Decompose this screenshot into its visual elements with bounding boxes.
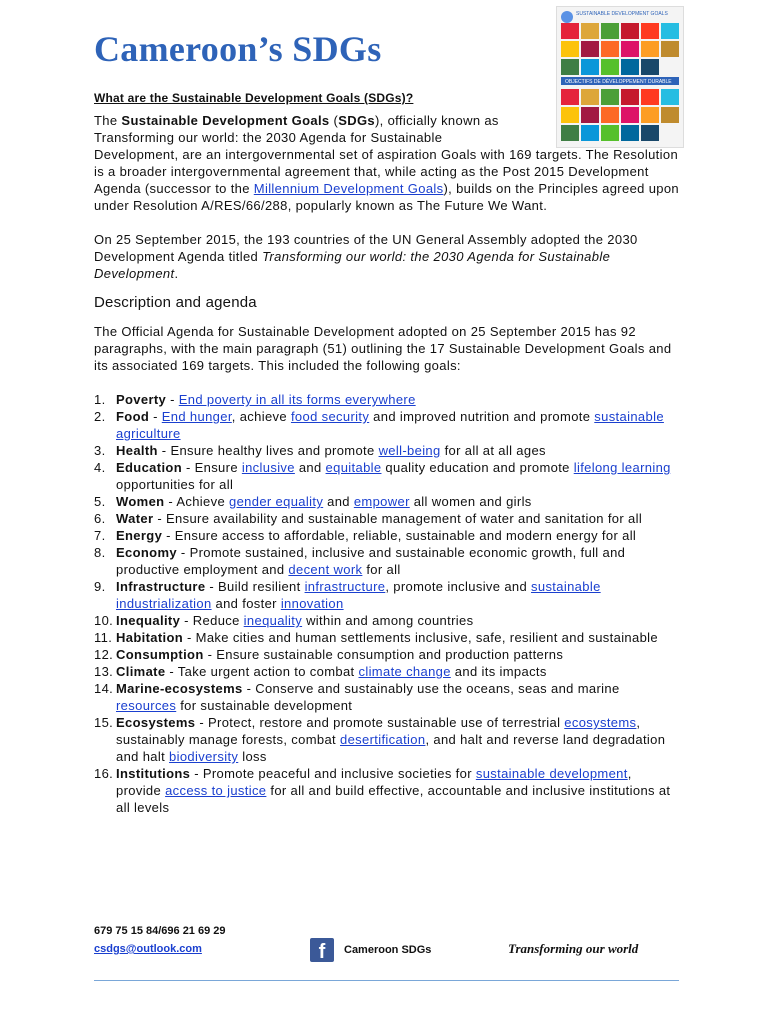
footer-facebook-name: Cameroon SDGs [344,944,432,956]
goal-text: , and halt and reverse land degradation and halt [116,732,666,764]
intro-paragraph-continued [94,146,679,214]
sdg-tile [641,41,659,57]
goal-text: - Take urgent action to combat [165,664,359,679]
goal-name: Food [116,409,150,424]
page-title: Cameroon’s SDGs [94,29,382,69]
goal-link[interactable]: desertification [339,732,426,747]
goal-name: Infrastructure [116,579,206,594]
goal-text: , promote inclusive and [385,579,532,594]
sdg-tile [641,23,659,39]
goal-item [94,629,679,646]
intro-text: ), builds on the Principles agreed upon under Resolution A/RES/66/288, popularly known as The Future We Want. [94,181,680,213]
goal-text: for all [362,562,401,577]
goal-name: Institutions [116,766,191,781]
sdg-tile [561,23,579,39]
goal-name: Poverty [116,392,167,407]
intro-text: ), officially known as Transforming our world: the 2030 Agenda for Sustainable [94,113,499,145]
goal-text: for all and build effective, accountable and inclusive institutions at all levels [116,783,671,815]
document-body [94,112,679,816]
footer-phone: 679 75 15 84/696 21 69 29 [94,925,226,937]
goal-name: Education [116,460,182,475]
sdg-tile [581,41,599,57]
goal-name: Women [116,494,165,509]
goal-link[interactable]: biodiversity [169,749,239,764]
un-emblem-icon [561,11,573,23]
sdg-tile [661,41,679,57]
goal-text: - Achieve [164,494,230,509]
footer-divider [94,980,679,981]
mdg-link[interactable]: Millennium Development Goals [253,181,444,196]
goal-text: - [149,409,162,424]
sdg-tile [581,89,599,105]
goal-item [94,680,679,714]
goal-item [94,527,679,544]
goal-link[interactable]: resources [116,698,177,713]
goals-list [94,391,679,816]
goal-text: - Ensure sustainable consumption and production patterns [203,647,564,662]
goal-link[interactable]: access to justice [165,783,267,798]
goal-name: Economy [116,545,177,560]
goal-number: 13. [94,664,114,679]
goal-link[interactable]: empower [353,494,410,509]
goal-name: Climate [116,664,166,679]
section-subheading: What are the Sustainable Development Goals (SDGs)? [94,91,414,105]
goal-number: 16. [94,766,114,781]
goal-name: Consumption [116,647,204,662]
goal-name: Energy [116,528,163,543]
goal-item [94,646,679,663]
goal-text: quality education and promote [381,460,574,475]
intro-bold-abbr: SDGs [338,113,375,128]
goal-link[interactable]: food security [290,409,370,424]
goal-text: - Build resilient [205,579,305,594]
goal-item [94,442,679,459]
intro-text: The [94,113,122,128]
facebook-icon[interactable]: f [310,938,334,962]
goal-number: 1. [94,392,106,407]
sdg-tile [561,41,579,57]
goal-item [94,493,679,510]
goal-link[interactable]: End poverty in all its forms everywhere [178,392,416,407]
goal-text: - Promote peaceful and inclusive societies for [190,766,476,781]
goal-link[interactable]: innovation [280,596,344,611]
goal-link[interactable]: inequality [243,613,303,628]
sdg-tile [601,23,619,39]
goal-link[interactable]: sustainable industrialization [116,579,601,611]
adoption-text: . [174,266,179,281]
goal-item [94,510,679,527]
intro-text: ( [329,113,339,128]
logo-tiles-top [561,23,679,75]
goal-number: 5. [94,494,106,509]
section-heading: Description and agenda [94,294,257,311]
sdg-tile [581,59,599,75]
goal-number: 3. [94,443,106,458]
intro-text: Development, are an intergovernmental set of aspiration Goals with 169 targets. The Resolution is a broader intergovernmental agreement that, while acting as the Post 2015 Development Agenda (successor to the [94,147,679,196]
goal-text: for all at all ages [440,443,546,458]
footer-tagline: Transforming our world [508,941,639,956]
goal-item [94,578,679,612]
goal-number: 4. [94,460,106,475]
goal-text: and improved nutrition and promote [369,409,595,424]
goal-item [94,408,679,442]
sdg-tile [621,59,639,75]
goal-text: , achieve [231,409,291,424]
goal-text: and its impacts [450,664,547,679]
goal-number: 9. [94,579,106,594]
goal-link[interactable]: gender equality [229,494,324,509]
goal-number: 2. [94,409,106,424]
footer-email-link[interactable]: csdgs@outlook.com [94,943,202,955]
goal-text: opportunities for all [116,477,234,492]
goal-text: - Ensure access to affordable, reliable, sustainable and modern energy for all [162,528,637,543]
goal-number: 12. [94,647,114,662]
sdg-tile [641,59,659,75]
goal-link[interactable]: well-being [378,443,441,458]
goal-link[interactable]: lifelong learning [573,460,671,475]
goal-number: 11. [94,630,113,645]
goal-text: , sustainably manage forests, combat [116,715,641,747]
goal-item [94,714,679,765]
goal-text: - Conserve and sustainably use the oceans, seas and marine [242,681,620,696]
goal-link[interactable]: decent work [288,562,363,577]
sdg-tile [661,23,679,39]
goal-number: 15. [94,715,114,730]
goal-number: 10. [94,613,114,628]
sdg-tile [641,89,659,105]
goal-item [94,765,679,816]
goal-text: - Reduce [180,613,244,628]
goal-name: Health [116,443,158,458]
goal-link[interactable]: inclusive [241,460,295,475]
sdg-tile [601,59,619,75]
goal-text: - Ensure [182,460,242,475]
goal-text: for sustainable development [176,698,353,713]
goal-text: and foster [211,596,281,611]
goal-number: 14. [94,681,114,696]
sdg-tile [661,89,679,105]
goal-name: Marine-ecosystems [116,681,243,696]
goal-text: - [166,392,179,407]
goal-name: Water [116,511,154,526]
goal-text: , provide [116,766,632,798]
sdg-tile [561,59,579,75]
goal-link[interactable]: ecosystems [564,715,637,730]
goal-name: Ecosystems [116,715,196,730]
goal-item [94,663,679,680]
sdg-tile [601,89,619,105]
goal-link[interactable]: sustainable development [475,766,628,781]
goal-text: - Ensure availability and sustainable management of water and sanitation for all [153,511,643,526]
logo-top-text: SUSTAINABLE DEVELOPMENT GOALS [576,11,668,17]
footer [94,925,679,985]
sdg-tile [621,89,639,105]
sdg-tile [621,23,639,39]
goal-name: Habitation [116,630,184,645]
goal-item [94,459,679,493]
adoption-text: On 25 September 2015, the 193 countries of the UN General Assembly adopted the 2030 Development Agenda titled [94,232,638,264]
goal-link[interactable]: End hunger [161,409,232,424]
intro-paragraph [94,112,514,146]
agenda-title-italic: Transforming our world: the 2030 Agenda for Sustainable Development [94,249,611,281]
goal-number: 7. [94,528,106,543]
goal-text: all women and girls [409,494,532,509]
goal-text: - Promote sustained, inclusive and sustainable economic growth, full and productive employment and [116,545,626,577]
goal-name: Inequality [116,613,181,628]
sdg-tile [561,89,579,105]
goal-link[interactable]: equitable [325,460,382,475]
goal-number: 6. [94,511,106,526]
sdg-tile [601,41,619,57]
goal-link[interactable]: climate change [358,664,451,679]
adoption-paragraph [94,231,679,282]
goal-text: - Make cities and human settlements inclusive, safe, resilient and sustainable [183,630,658,645]
goal-item [94,391,679,408]
goal-text: - Ensure healthy lives and promote [157,443,379,458]
sdg-tile [621,41,639,57]
goal-text: - Protect, restore and promote sustainable use of terrestrial [195,715,565,730]
goal-item [94,544,679,578]
goal-text: loss [238,749,267,764]
goal-link[interactable]: infrastructure [304,579,386,594]
goal-text: and [294,460,326,475]
agenda-paragraph: The Official Agenda for Sustainable Development adopted on 25 September 2015 has 92 paragraphs, with the main paragraph (51) outlining the 17 Sustainable Development Goals and its associated 169 targets. This included the following goals: [94,324,672,373]
intro-bold-sdg: Sustainable Development Goals [121,113,330,128]
goal-number: 8. [94,545,106,560]
logo-bottom-text: OBJECTIFS DE DÉVELOPPEMENT DURABLE [565,79,672,85]
sdg-tile [581,23,599,39]
goal-link[interactable]: sustainable agriculture [116,409,664,441]
goal-text: and [323,494,354,509]
goal-text: within and among countries [302,613,474,628]
goal-item [94,612,679,629]
